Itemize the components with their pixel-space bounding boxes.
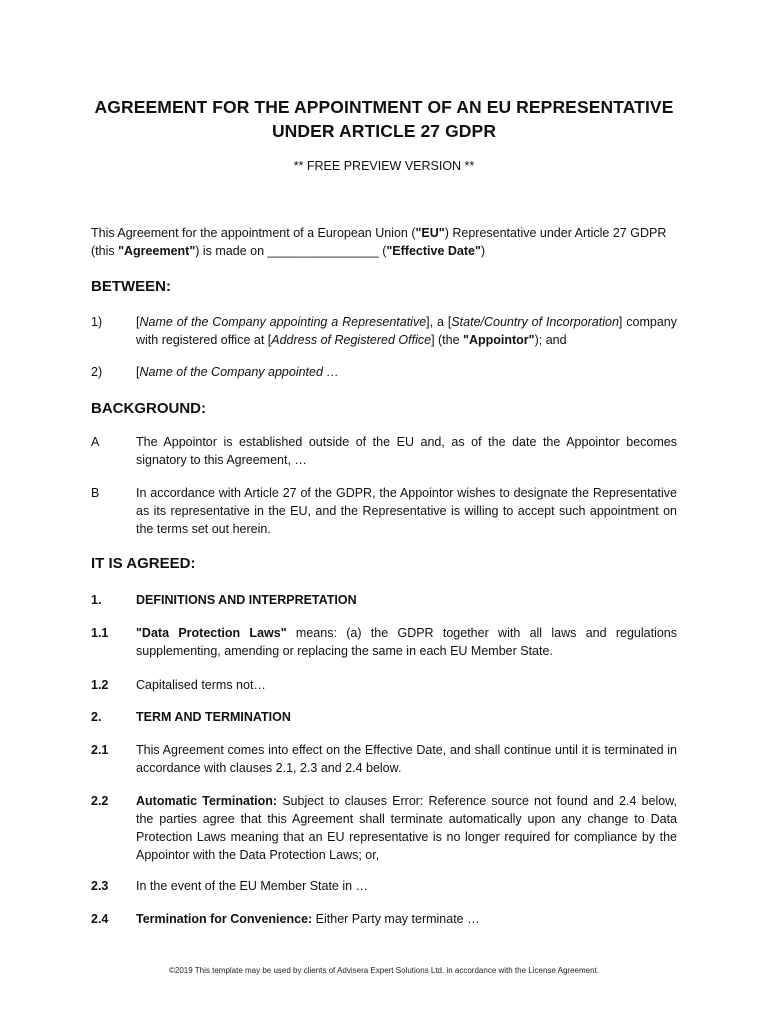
clause-2-4-text: Termination for Convenience: Either Party may terminate … (136, 912, 480, 926)
between-heading: BETWEEN: (91, 278, 171, 295)
clause-2-3-number: 2.3 (91, 879, 109, 893)
preview-label: ** FREE PREVIEW VERSION ** (293, 159, 475, 173)
background-a-label: A (91, 435, 100, 449)
intro-paragraph: This Agreement for the appointment of a European Union ("EU") Representative under Article 27 GDPR (this "Agreement") is made on ________________ ("Effective Date") (91, 226, 667, 258)
party-1-text: [Name of the Company appointing a Representative], a [State/Country of Incorporation] company with registered office at [Address of Registered Office] (the "Appointor"); and (136, 315, 678, 347)
clause-1-number: 1. (91, 593, 102, 607)
document-title-line-2: UNDER ARTICLE 27 GDPR (271, 121, 497, 141)
party-2-text: [Name of the Company appointed … (136, 365, 339, 379)
clause-1-1-number: 1.1 (91, 626, 109, 640)
clause-1-1-text: "Data Protection Laws" means: (a) the GDPR together with all laws and regulations supplementing, amending or replacing the same in each EU Member State. (136, 626, 677, 658)
clause-2-3-text: In the event of the EU Member State in … (136, 879, 369, 893)
clause-2-1-number: 2.1 (91, 743, 109, 757)
clause-2-2-text: Automatic Termination: Subject to clauses Error: Reference source not found and 2.4 below, the parties agree that this Agreement shall terminate automatically upon any change to Data Protection Laws meaning that an EU representative is no longer required for compliance by the Appointor with the Data Protection Laws; or, (136, 794, 677, 862)
clause-2-title: TERM AND TERMINATION (136, 710, 291, 724)
agreed-heading: IT IS AGREED: (91, 555, 196, 572)
clause-2-number: 2. (91, 710, 102, 724)
clause-1-2-text: Capitalised terms not… (136, 678, 266, 692)
background-heading: BACKGROUND: (91, 400, 206, 417)
clause-1-2-number: 1.2 (91, 678, 109, 692)
document-title-line-1: AGREEMENT FOR THE APPOINTMENT OF AN EU REPRESENTATIVE (94, 97, 674, 117)
copyright-footer: ©2019 This template may be used by clients of Advisera Expert Solutions Ltd. in accordance with the License Agreement. (169, 966, 599, 975)
clause-2-2-number: 2.2 (91, 794, 109, 808)
party-2-number: 2) (91, 365, 103, 379)
background-a-text: The Appointor is established outside of the EU and, as of the date the Appointor becomes signatory to this Agreement, … (136, 435, 677, 467)
clause-2-1-text: This Agreement comes into effect on the Effective Date, and shall continue until it is terminated in accordance with clauses 2.1, 2.3 and 2.4 below. (136, 743, 677, 775)
clause-1-title: DEFINITIONS AND INTERPRETATION (136, 593, 357, 607)
party-1-number: 1) (91, 315, 103, 329)
background-b-label: B (91, 486, 100, 500)
background-b-text: In accordance with Article 27 of the GDPR, the Appointor wishes to designate the Representative as its representative in the EU, and the Representative is willing to accept such appointment on the terms set out herein. (136, 486, 677, 536)
clause-2-4-number: 2.4 (91, 912, 109, 926)
